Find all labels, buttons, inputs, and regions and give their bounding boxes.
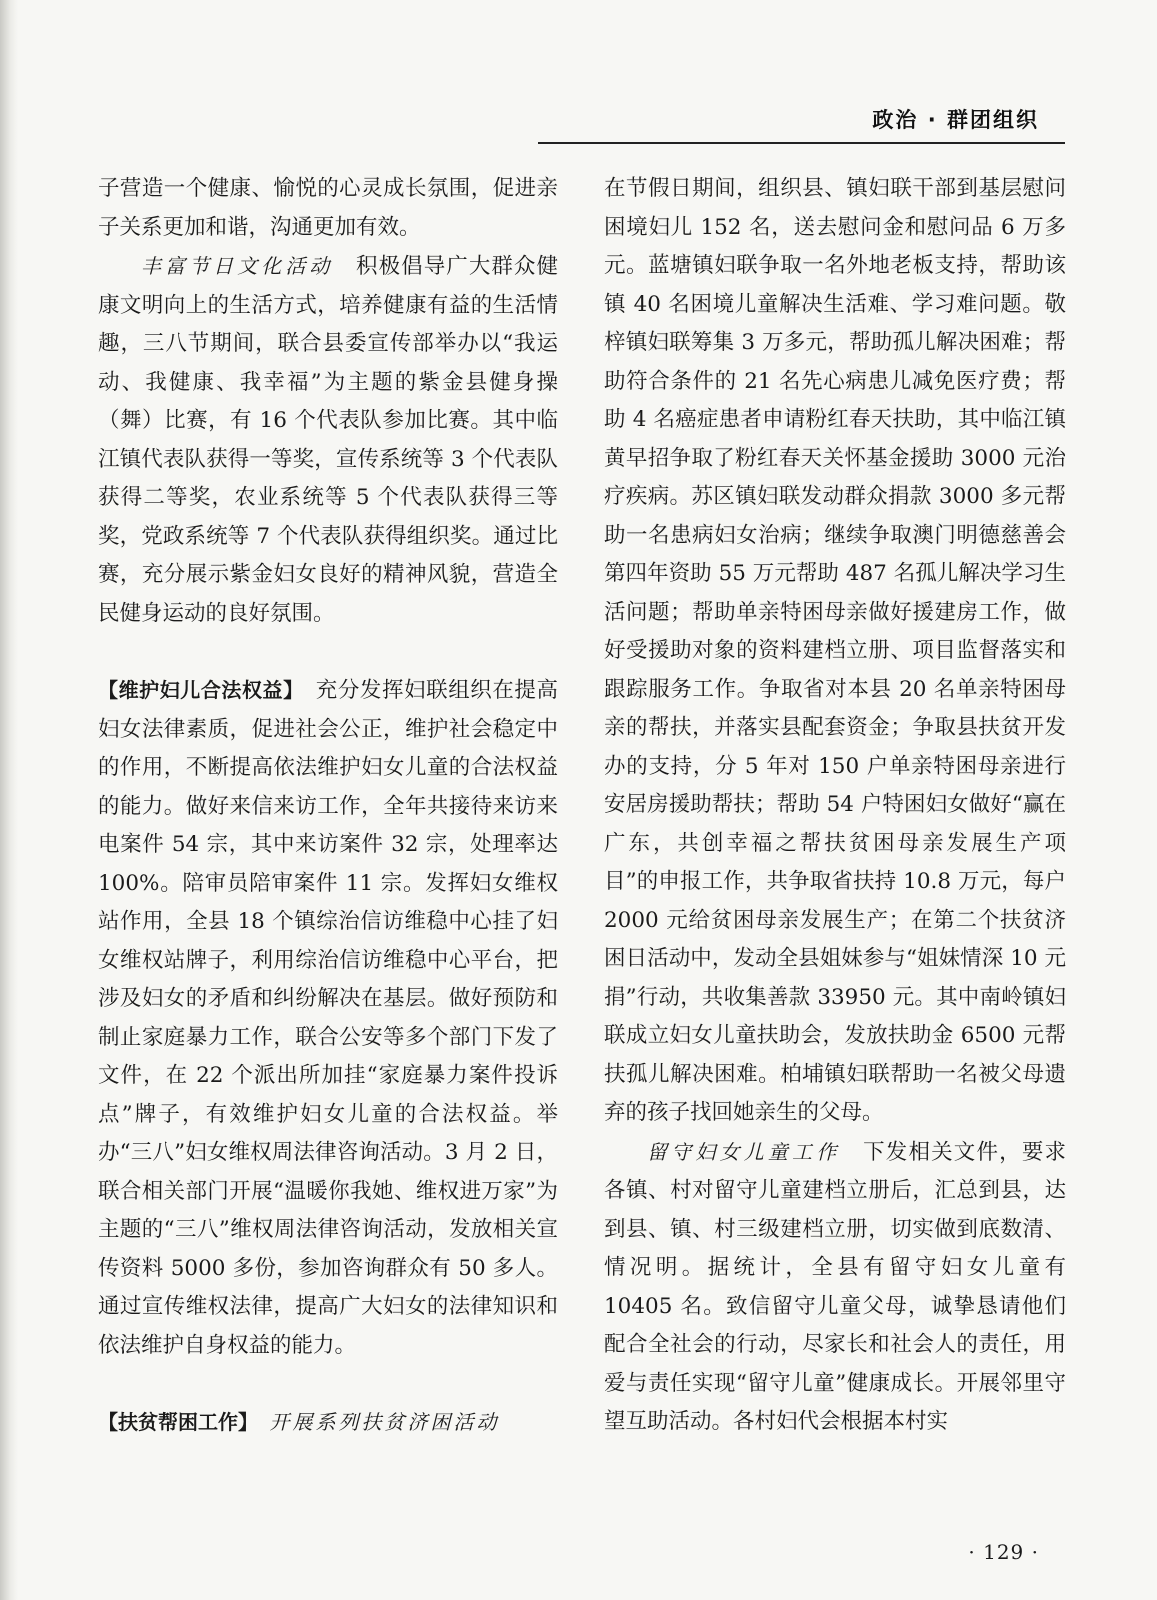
scan-edge-shadow <box>0 0 18 1600</box>
page-number: · 129 · <box>968 1540 1039 1564</box>
section-gap <box>98 633 558 671</box>
right-paragraph-1: 在节假日期间，组织县、镇妇联干部到基层慰问困境妇儿 152 名，送去慰问金和慰问品 6 万多元。蓝塘镇妇联争取一名外地老板支持，帮助该镇 40 名困境儿童解决生活难、学习难问题。敬梓镇妇联筹集 3 万多元，帮助孤儿解决困难；帮助符合条件的 21 名先心病患儿减免医疗费；帮助 4 名癌症患者申请粉红春天扶助，其中临江镇黄早招争取了粉红春天关怀基金援助 3000 元治疗疾病。苏区镇妇联发动群众捐款 3000 多元帮助一名患病妇女治病；继续争取澳门明德慈善会第四年资助 55 万元帮助 487 名孤儿解决学习生活问题；帮助单亲特困母亲做好援建房工作，做好受援助对象的资料建档立册、项目监督落实和跟踪服务工作。争取省对本县 20 名单亲特困母亲的帮扶，并落实县配套资金；争取县扶贫开发办的支持，分 5 年对 150 户单亲特困母亲进行安居房援助帮扶；帮助 54 户特困妇女做好“赢在广东，共创幸福之帮扶贫困母亲发展生产项目”的申报工作，共争取省扶持 10.8 万元，每户 2000 元给贫困母亲发展生产；在第二个扶贫济困日活动中，发动全县姐妹参与“姐妹情深 10 元捐”行动，共收集善款 33950 元。其中南岭镇妇联成立妇女儿童扶助会，发放扶助金 6500 元帮扶孤儿解决困难。柏埔镇妇联帮助一名被父母遗弃的孩子找回她亲生的父母。 <box>604 176 1066 1125</box>
run-in-heading-left-behind: 留守妇女儿童工作 <box>647 1139 841 1164</box>
section-heading-poverty: 【扶贫帮困工作】 <box>98 1410 248 1434</box>
header-rule <box>538 142 1065 144</box>
right-paragraph-2 <box>604 1133 1066 1442</box>
left-column <box>98 170 558 1443</box>
right-column <box>604 170 1066 1442</box>
section-gap <box>98 1365 558 1403</box>
left-paragraph-poverty <box>98 1403 558 1443</box>
left-behind-body: 下发相关文件，要求各镇、村对留守儿童建档立册后，汇总到县，达到县、镇、村三级建档立册，切实做到底数清、情况明。据统计，全县有留守妇女儿童有 10405 名。致信留守儿童父母，诚挚恳请他们配合全社会的行动，尽家长和社会人的责任，用爱与责任实现“留守儿童”健康成长。开展邻里守望互助活动。各村妇代会根据本村实 <box>604 1139 1066 1434</box>
rights-body: 充分发挥妇联组织在提高妇女法律素质，促进社会公正，维护社会稳定中的作用，不断提高依法维护妇女儿童的合法权益的能力。做好来信来访工作，全年共接待来访来电案件 54 宗，其中来访案件 32 宗，处理率达 100%。陪审员陪审案件 11 宗。发挥妇女维权站作用，全县 18 个镇综治信访维稳中心挂了妇女维权站牌子，利用综治信访维稳中心平台，把涉及妇女的矛盾和纠纷解决在基层。做好预防和制止家庭暴力工作，联合公安等多个部门下发了文件，在 22 个派出所加挂“家庭暴力案件投诉点”牌子，有效维护妇女儿童的合法权益。举办“三八”妇女维权周法律咨询活动。3 月 2 日，联合相关部门开展“温暖你我她、维权进万家”为主题的“三八”维权周法律咨询活动，发放相关宣传资料 5000 多份，参加咨询群众有 50 多人。通过宣传维权法律，提高广大妇女的法律知识和依法维护自身权益的能力。 <box>98 678 558 1358</box>
section-heading-rights: 【维护妇儿合法权益】 <box>98 678 294 702</box>
run-in-heading-festival: 丰富节日文化活动 <box>141 254 334 278</box>
left-paragraph-1: 子营造一个健康、愉悦的心灵成长氛围，促进亲子关系更加和谐，沟通更加有效。 <box>98 176 558 240</box>
festival-body: 积极倡导广大群众健康文明向上的生活方式，培养健康有益的生活情趣，三八节期间，联合县委宣传部举办以“我运动、我健康、我幸福”为主题的紫金县健身操（舞）比赛，有 16 个代表队参加比赛。其中临江镇代表队获得一等奖，宣传系统等 3 个代表队获得二等奖，农业系统等 5 个代表队获得三等奖，党政系统等 7 个代表队获得组织奖。通过比赛，充分展示紫金妇女良好的精神风貌，营造全民健身运动的良好氛围。 <box>98 254 558 626</box>
run-in-heading-poverty: 开展系列扶贫济困活动 <box>269 1410 500 1434</box>
left-paragraph-2 <box>98 247 558 633</box>
section-header-title: 政治 · 群团组织 <box>872 108 1039 132</box>
left-paragraph-rights <box>98 671 558 1365</box>
